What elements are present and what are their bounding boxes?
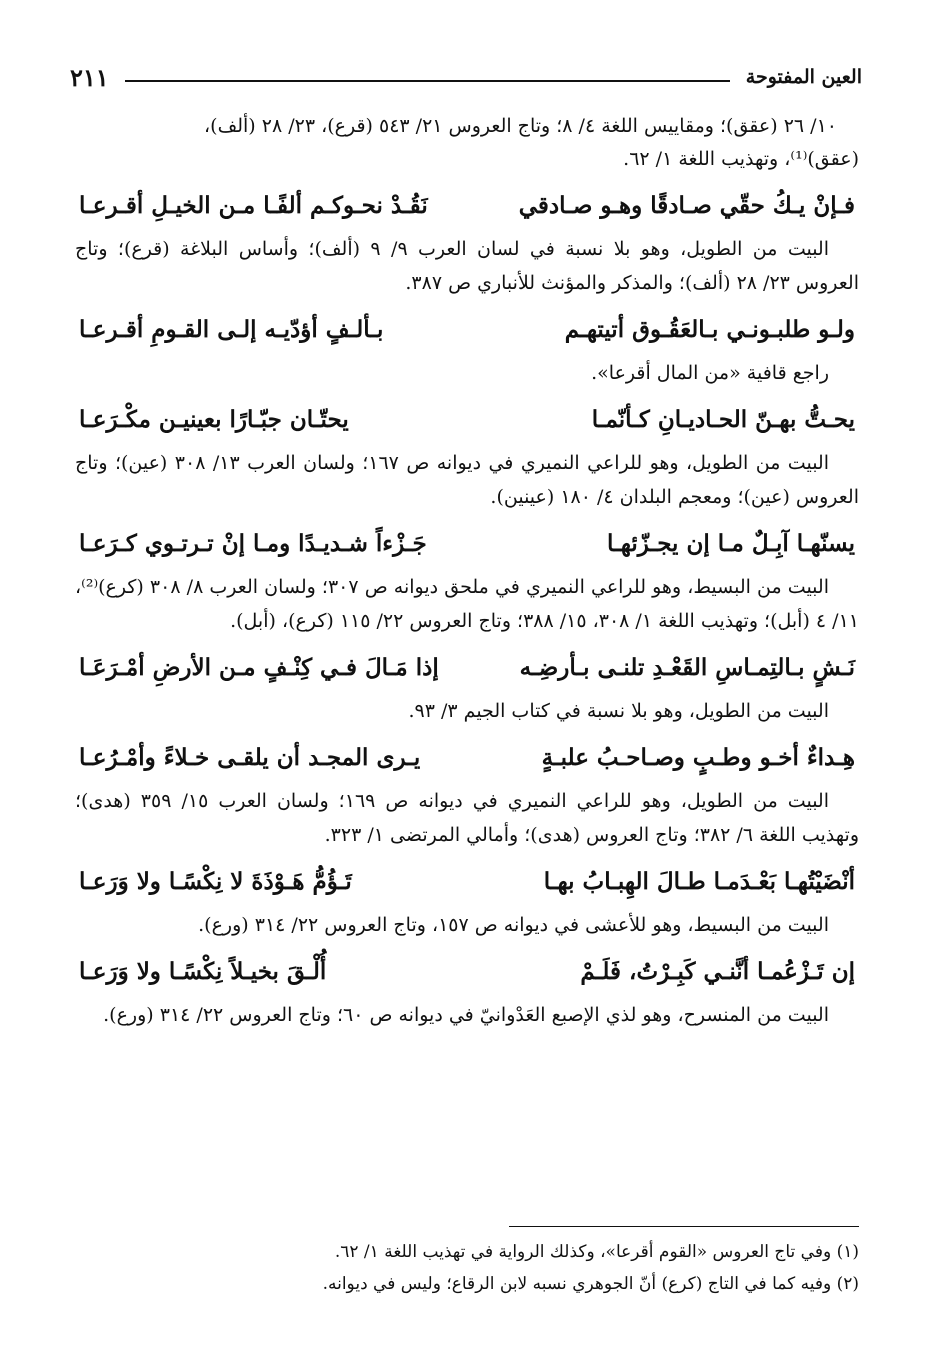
verse-note: البيت من المنسرح، وهو لذي الإصبع العَدْوانيّ في ديوانه ص ٦٠؛ وتاج العروس ٢٢/ ٣١٤ (ورع). — [103, 1004, 829, 1026]
verse-second-hemistich: أُلْـقَ بخيـلاً نِكْسًـا ولا وَرَعـا — [79, 958, 327, 985]
verse-second-hemistich: جَـزْءاً شـديـدًا ومـا إنْ تـرتـوي كـرَعـا — [79, 530, 427, 557]
header-rule — [125, 80, 730, 82]
verse-second-hemistich: بـألـفٍ أؤدّيـه إلـى القـومِ أقـرعـا — [79, 316, 384, 343]
footnotes — [75, 1236, 859, 1300]
verse-first-hemistich: أنْضَيْتُهـا بَعْـدَمـا طـالَ الهِبـابُ بهـا — [543, 868, 855, 895]
verse-note: البيت من البسيط، وهو للأعشى في ديوانه ص ١٥٧، وتاج العروس ٢٢/ ٣١٤ (ورع). — [198, 914, 829, 936]
verse-first-hemistich: يسنّهـا آبِـلٌ مـا إن يجـزّئهـا — [607, 530, 855, 557]
reference-continuation-line: ١٠/ ٢٦ (عقق)؛ ومقاييس اللغة ٤/ ٨؛ وتاج العروس ٢١/ ٥٤٣ (قرع)، ٢٣/ ٢٨ (ألف)، — [204, 115, 837, 137]
verse-first-hemistich: نَـشٍ بـالتِمـاسِ القَعْـدِ تلنـى بـأرضِـه — [519, 654, 855, 681]
verse-note: البيت من الطويل، وهو للراعي النميري في ديوانه ص ١٦٧؛ ولسان العرب ١٣/ ٣٠٨ (عين)؛ وتاج العروس (عين)؛ ومعجم البلدان ٤/ ١٨٠ (عينين). — [75, 452, 859, 508]
verse — [75, 648, 859, 688]
footnote: (٢) وفيه كما في التاج (كرع) أنّ الجوهري نسبه لابن الرقاع؛ وليس في ديوانه. — [322, 1274, 859, 1294]
verse — [75, 524, 859, 564]
verse-note: راجع قافية «من المال أقرعا». — [591, 362, 829, 384]
verse-first-hemistich: فـإنْ يـكُ حقّي صـادقًا وهـو صـادقي — [518, 192, 855, 219]
verse — [75, 952, 859, 992]
verse-second-hemistich: إذا مَـالَ فـي كِنْـفٍ مـن الأرضِ أمْـرَعَـا — [79, 654, 439, 681]
verse-second-hemistich: يحتّـان جبّـارًا بعينيـن مكْـرَعـا — [79, 406, 349, 433]
verse-second-hemistich: تَـؤُمُّ هَـوْذَةَ لا نِكْسًـا ولا وَرَعـا — [79, 868, 352, 895]
verse-first-hemistich: ولـو طلبـونـي بـالعَقُـوق أتيتهـم — [564, 316, 855, 343]
page-content — [75, 110, 859, 1036]
verse-note: البيت من البسيط، وهو للراعي النميري في ملحق ديوانه ص ٣٠٧؛ ولسان العرب ٨/ ٣٠٨ (كرع)⁽²⁾، ١١/ ٤ (أبل)؛ وتهذيب اللغة ١/ ٣٠٨، ١٥/ ٣٨٨؛ وتاج العروس ٢٢/ ١١٥ (كرع)، (أبل). — [75, 576, 859, 632]
verse — [75, 186, 859, 226]
verse — [75, 400, 859, 440]
page-header — [70, 62, 862, 92]
running-title: العين المفتوحة — [745, 66, 862, 88]
verse — [75, 310, 859, 350]
verse-second-hemistich: نَقُـدْ نحـوكـم ألفًـا مـن الخيـلِ أقـرعـا — [79, 192, 428, 219]
verse-note: البيت من الطويل، وهو للراعي النميري في ديوانه ص ١٦٩؛ ولسان العرب ١٥/ ٣٥٩ (هدى)؛ وتهذيب اللغة ٦/ ٣٨٢؛ وتاج العروس (هدى)؛ وأمالي المرتضى ١/ ٣٢٣. — [75, 790, 859, 846]
page-number: ٢١١ — [70, 62, 109, 92]
reference-continuation-line: (عقق)⁽¹⁾، وتهذيب اللغة ١/ ٦٢. — [623, 148, 859, 170]
verse-first-hemistich: يحـتُّ بهـنّ الحـاديـانِ كـأنّمـا — [591, 406, 855, 433]
verse-first-hemistich: إن تَـزْعُمـا أنَّنـي كَبِـرْتُ، فَلَـمْ — [580, 958, 855, 985]
verse-note: البيت من الطويل، وهو بلا نسبة في لسان العرب ٩/ ٩ (ألف)؛ وأساس البلاغة (قرع)؛ وتاج العروس ٢٣/ ٢٨ (ألف)؛ والمذكر والمؤنث للأنباري ص ٣٨٧. — [75, 238, 859, 294]
verse-first-hemistich: هِـداءٌ أخـو وطـبٍ وصـاحـبُ علبـةٍ — [541, 744, 855, 771]
verse — [75, 738, 859, 778]
verse — [75, 862, 859, 902]
verse-note: البيت من الطويل، وهو بلا نسبة في كتاب الجيم ٣/ ٩٣. — [408, 700, 829, 722]
footnote: (١) وفي تاج العروس «القوم أقرعا»، وكذلك الرواية في تهذيب اللغة ١/ ٦٢. — [334, 1242, 859, 1262]
footnote-separator — [509, 1226, 859, 1227]
verse-second-hemistich: يـرى المجـد أن يلقـى خـلاءً وأمْـرُعـا — [79, 744, 421, 771]
